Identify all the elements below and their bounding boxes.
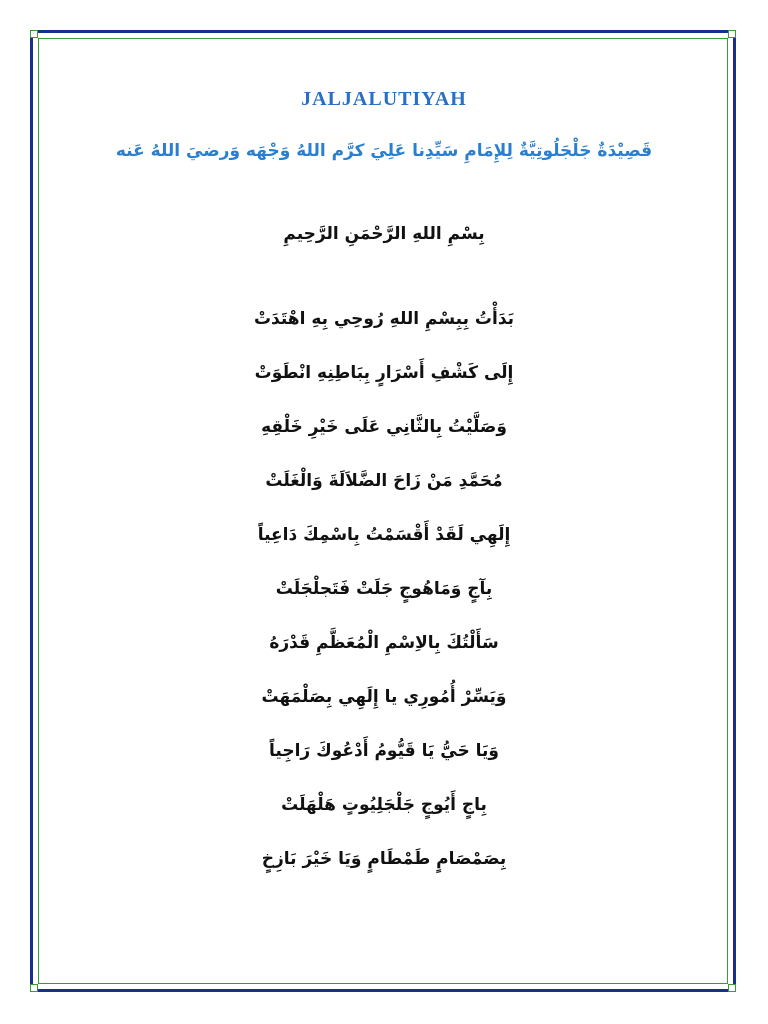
document-title: JALJALUTIYAH [301, 88, 467, 110]
poem-verse: سَأَلْتُكَ بِالاِسْمِ الْمُعَظَّمِ قَدْرَهُ [269, 633, 499, 653]
poem-verses [50, 292, 718, 886]
basmala: بِسْمِ اللهِ الرَّحْمَنِ الرَّحِيمِ [283, 224, 485, 244]
border-corner-ornament [728, 984, 736, 992]
poem-verse: وَيَسِّرْ أُمُورِي يا إِلَهِي بِصَلْمَهَتْ [261, 687, 507, 707]
border-corner-ornament [728, 30, 736, 38]
poem-verse: بِصَمْصَامٍ طَمْطَامٍ وَيَا خَيْرَ بَازِخٍ [261, 849, 507, 869]
document-subtitle: قَصِيْدَةٌ جَلْجَلُوتِيَّةٌ لِلإِمَامِ سَيِّدِنا عَلِيَ كرَّم اللهُ وَجْهَه وَرضيَ اللهُ عَنه [115, 141, 653, 161]
poem-verse: بِآجٍ وَمَاهُوجٍ جَلَتْ فَتَجلْجَلَتْ [275, 579, 493, 599]
poem-verse: بِاجٍ أَيُوجٍ جَلْجَلِيُوتٍ هَلْهَلَتْ [281, 795, 487, 815]
poem-verse: مُحَمَّدِ مَنْ زَاحَ الضَّلاَلَةَ وَالْغَلَتْ [265, 471, 503, 491]
poem-verse: وَيَا حَيُّ يَا قَيُّومُ أَدْعُوكَ رَاجِياً [269, 741, 499, 761]
poem-verse: إِلَى كَشْفِ أَسْرَارٍ بِبَاطِنِهِ انْطَوَتْ [254, 363, 514, 383]
document-body [50, 82, 718, 886]
poem-verse: بَدَأْتُ بِبِسْمِ اللهِ رُوحِي بِهِ اهْتَدَتْ [253, 309, 515, 329]
poem-verse: وَصَلَّيْتُ بِالثَّانِي عَلَى خَيْرِ خَلْقِهِ [261, 417, 507, 437]
border-corner-ornament [30, 30, 38, 38]
poem-verse: إِلَهِي لَقَدْ أَقْسَمْتُ بِاسْمِكَ دَاعِياً [257, 525, 511, 545]
border-corner-ornament [30, 984, 38, 992]
